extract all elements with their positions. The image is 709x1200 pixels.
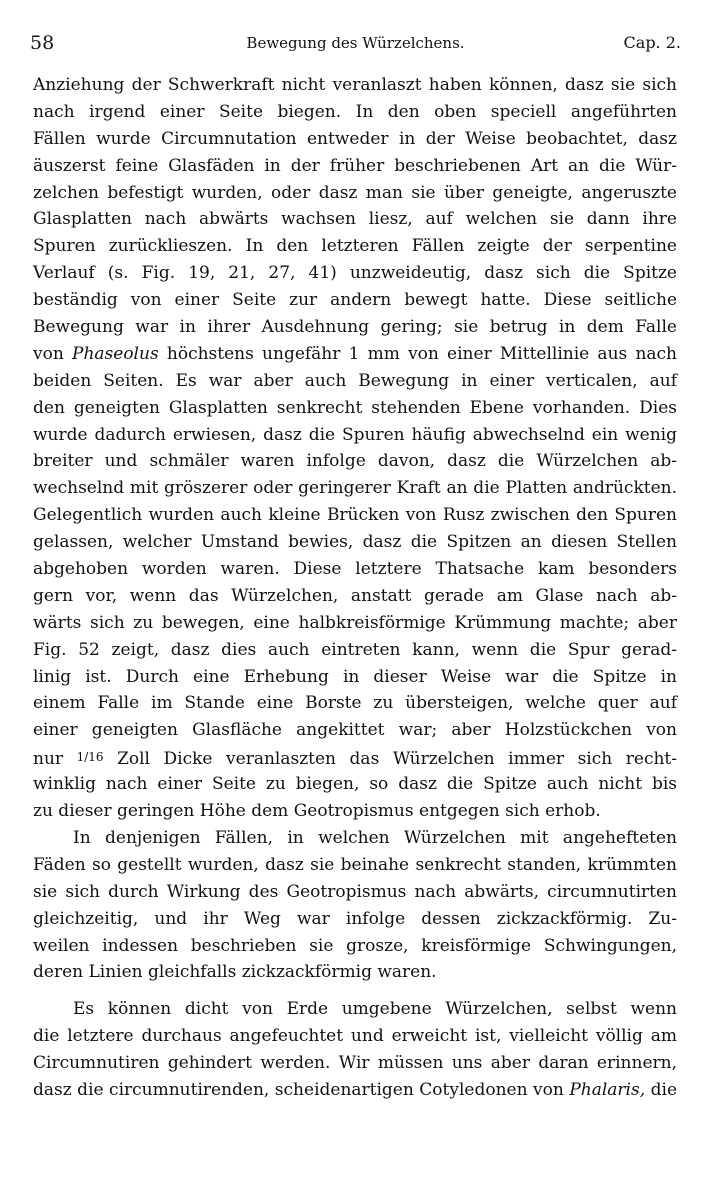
text-line: abgehoben worden waren. Diese letztere Thatsache kam besonders bbox=[33, 559, 677, 580]
text-fragment: dasz die circumnutirenden, scheidenartigen Cotyledonen von bbox=[33, 1079, 564, 1100]
inline-von: von bbox=[33, 343, 64, 364]
text-fragment: die bbox=[650, 1079, 678, 1100]
text-line: beiden Seiten. Es war aber auch Bewegung in einer verticalen, auf bbox=[33, 370, 677, 391]
running-title: Bewegung des Würzelchens. bbox=[246, 34, 465, 52]
text-line: In denjenigen Fällen, in welchen Würzelchen mit angehefteten bbox=[73, 827, 677, 848]
text-line: gleichzeitig, und ihr Weg war infolge dessen zickzackförmig. Zu- bbox=[33, 908, 677, 929]
text-line: Spuren zurücklieszen. In den letzteren Fällen zeigte der serpentine bbox=[33, 236, 677, 257]
text-line bbox=[33, 744, 677, 771]
text-line: gern vor, wenn das Würzelchen, anstatt gerade am Glase nach ab- bbox=[33, 585, 677, 606]
text-line: Fäden so gestellt wurden, dasz sie beinahe senkrecht standen, krümmten bbox=[33, 854, 677, 875]
page-number: 58 bbox=[30, 32, 55, 54]
text-line: Fig. 52 zeigt, dasz dies auch eintreten kann, wenn die Spur gerad- bbox=[33, 639, 677, 660]
text-line: winklig nach einer Seite zu biegen, so dasz die Spitze auch nicht bis bbox=[33, 774, 677, 795]
paragraph-3 bbox=[33, 996, 677, 1104]
text-line: beständig von einer Seite zur andern bewegt hatte. Diese seitliche bbox=[33, 290, 677, 311]
page-header bbox=[30, 32, 681, 58]
text-line: Es können dicht von Erde umgebene Würzelchen, selbst wenn bbox=[73, 999, 677, 1020]
text-line: nach irgend einer Seite biegen. In den oben speciell angeführten bbox=[33, 101, 677, 122]
text-line: zu dieser geringen Höhe dem Geotropismus entgegen sich erhob. bbox=[33, 801, 601, 822]
text-line bbox=[33, 1077, 677, 1104]
chapter-label: Cap. 2. bbox=[623, 33, 681, 52]
text-line: deren Linien gleichfalls zickzackförmig waren. bbox=[33, 962, 437, 983]
text-line: zelchen befestigt wurden, oder dasz man sie über geneigte, angeruszte bbox=[33, 182, 677, 203]
paragraph-2 bbox=[33, 825, 677, 986]
text-fragment: höchstens ungefähr 1 mm von einer Mittellinie aus nach bbox=[166, 343, 678, 364]
text-line: sie sich durch Wirkung des Geotropismus nach abwärts, circumnutirten bbox=[33, 881, 677, 902]
text-line: linig ist. Durch eine Erhebung in dieser Weise war die Spitze in bbox=[33, 666, 677, 687]
text-line: einem Falle im Stande eine Borste zu übersteigen, welche quer auf bbox=[33, 693, 677, 714]
text-line: äuszerst feine Glasfäden in der früher beschriebenen Art an die Wür- bbox=[33, 155, 677, 176]
text-line: Fällen wurde Circumnutation entweder in der Weise beobachtet, dasz bbox=[33, 128, 677, 149]
text-fragment: Zoll Dicke veranlaszten das Würzelchen immer sich recht- bbox=[117, 749, 677, 770]
text-line: wechselnd mit gröszerer oder geringerer Kraft an die Platten andrückten. bbox=[33, 478, 677, 499]
text-line: einer geneigten Glasfläche angekittet war; aber Holzstückchen von bbox=[33, 720, 677, 741]
text-line: Circumnutiren gehindert werden. Wir müssen uns aber daran erinnern, bbox=[33, 1053, 677, 1074]
fraction: 1/16 bbox=[76, 750, 104, 765]
page-body bbox=[33, 72, 677, 1104]
text-line: wurde dadurch erwiesen, dasz die Spuren häufig abwechselnd ein wenig bbox=[33, 424, 677, 445]
text-line: Bewegung war in ihrer Ausdehnung gering; sie betrug in dem Falle bbox=[33, 317, 677, 338]
genus-phalaris: Phalaris, bbox=[569, 1079, 646, 1100]
text-line: wärts sich zu bewegen, eine halbkreisförmige Krümmung machte; aber bbox=[33, 612, 677, 633]
species-phaseolus: Phaseolus bbox=[72, 343, 159, 364]
text-line: weilen indessen beschrieben sie grosze, kreisförmige Schwingungen, bbox=[33, 935, 677, 956]
paragraph-1 bbox=[33, 72, 677, 825]
inline-nur: nur bbox=[33, 749, 64, 770]
text-line: breiter und schmäler waren infolge davon, dasz die Würzelchen ab- bbox=[33, 451, 677, 472]
text-line: Gelegentlich wurden auch kleine Brücken von Rusz zwischen den Spuren bbox=[33, 505, 677, 526]
text-line: Verlauf (s. Fig. 19, 21, 27, 41) unzweideutig, dasz sich die Spitze bbox=[33, 263, 677, 284]
paragraph-gap bbox=[33, 986, 677, 996]
text-line: gelassen, welcher Umstand bewies, dasz die Spitzen an diesen Stellen bbox=[33, 532, 677, 553]
text-line bbox=[33, 341, 677, 368]
text-line: die letztere durchaus angefeuchtet und erweicht ist, vielleicht völlig am bbox=[33, 1026, 677, 1047]
text-line: den geneigten Glasplatten senkrecht stehenden Ebene vorhanden. Dies bbox=[33, 397, 677, 418]
text-line: Anziehung der Schwerkraft nicht veranlaszt haben können, dasz sie sich bbox=[33, 75, 677, 95]
text-line: Glasplatten nach abwärts wachsen liesz, auf welchen sie dann ihre bbox=[33, 209, 677, 230]
